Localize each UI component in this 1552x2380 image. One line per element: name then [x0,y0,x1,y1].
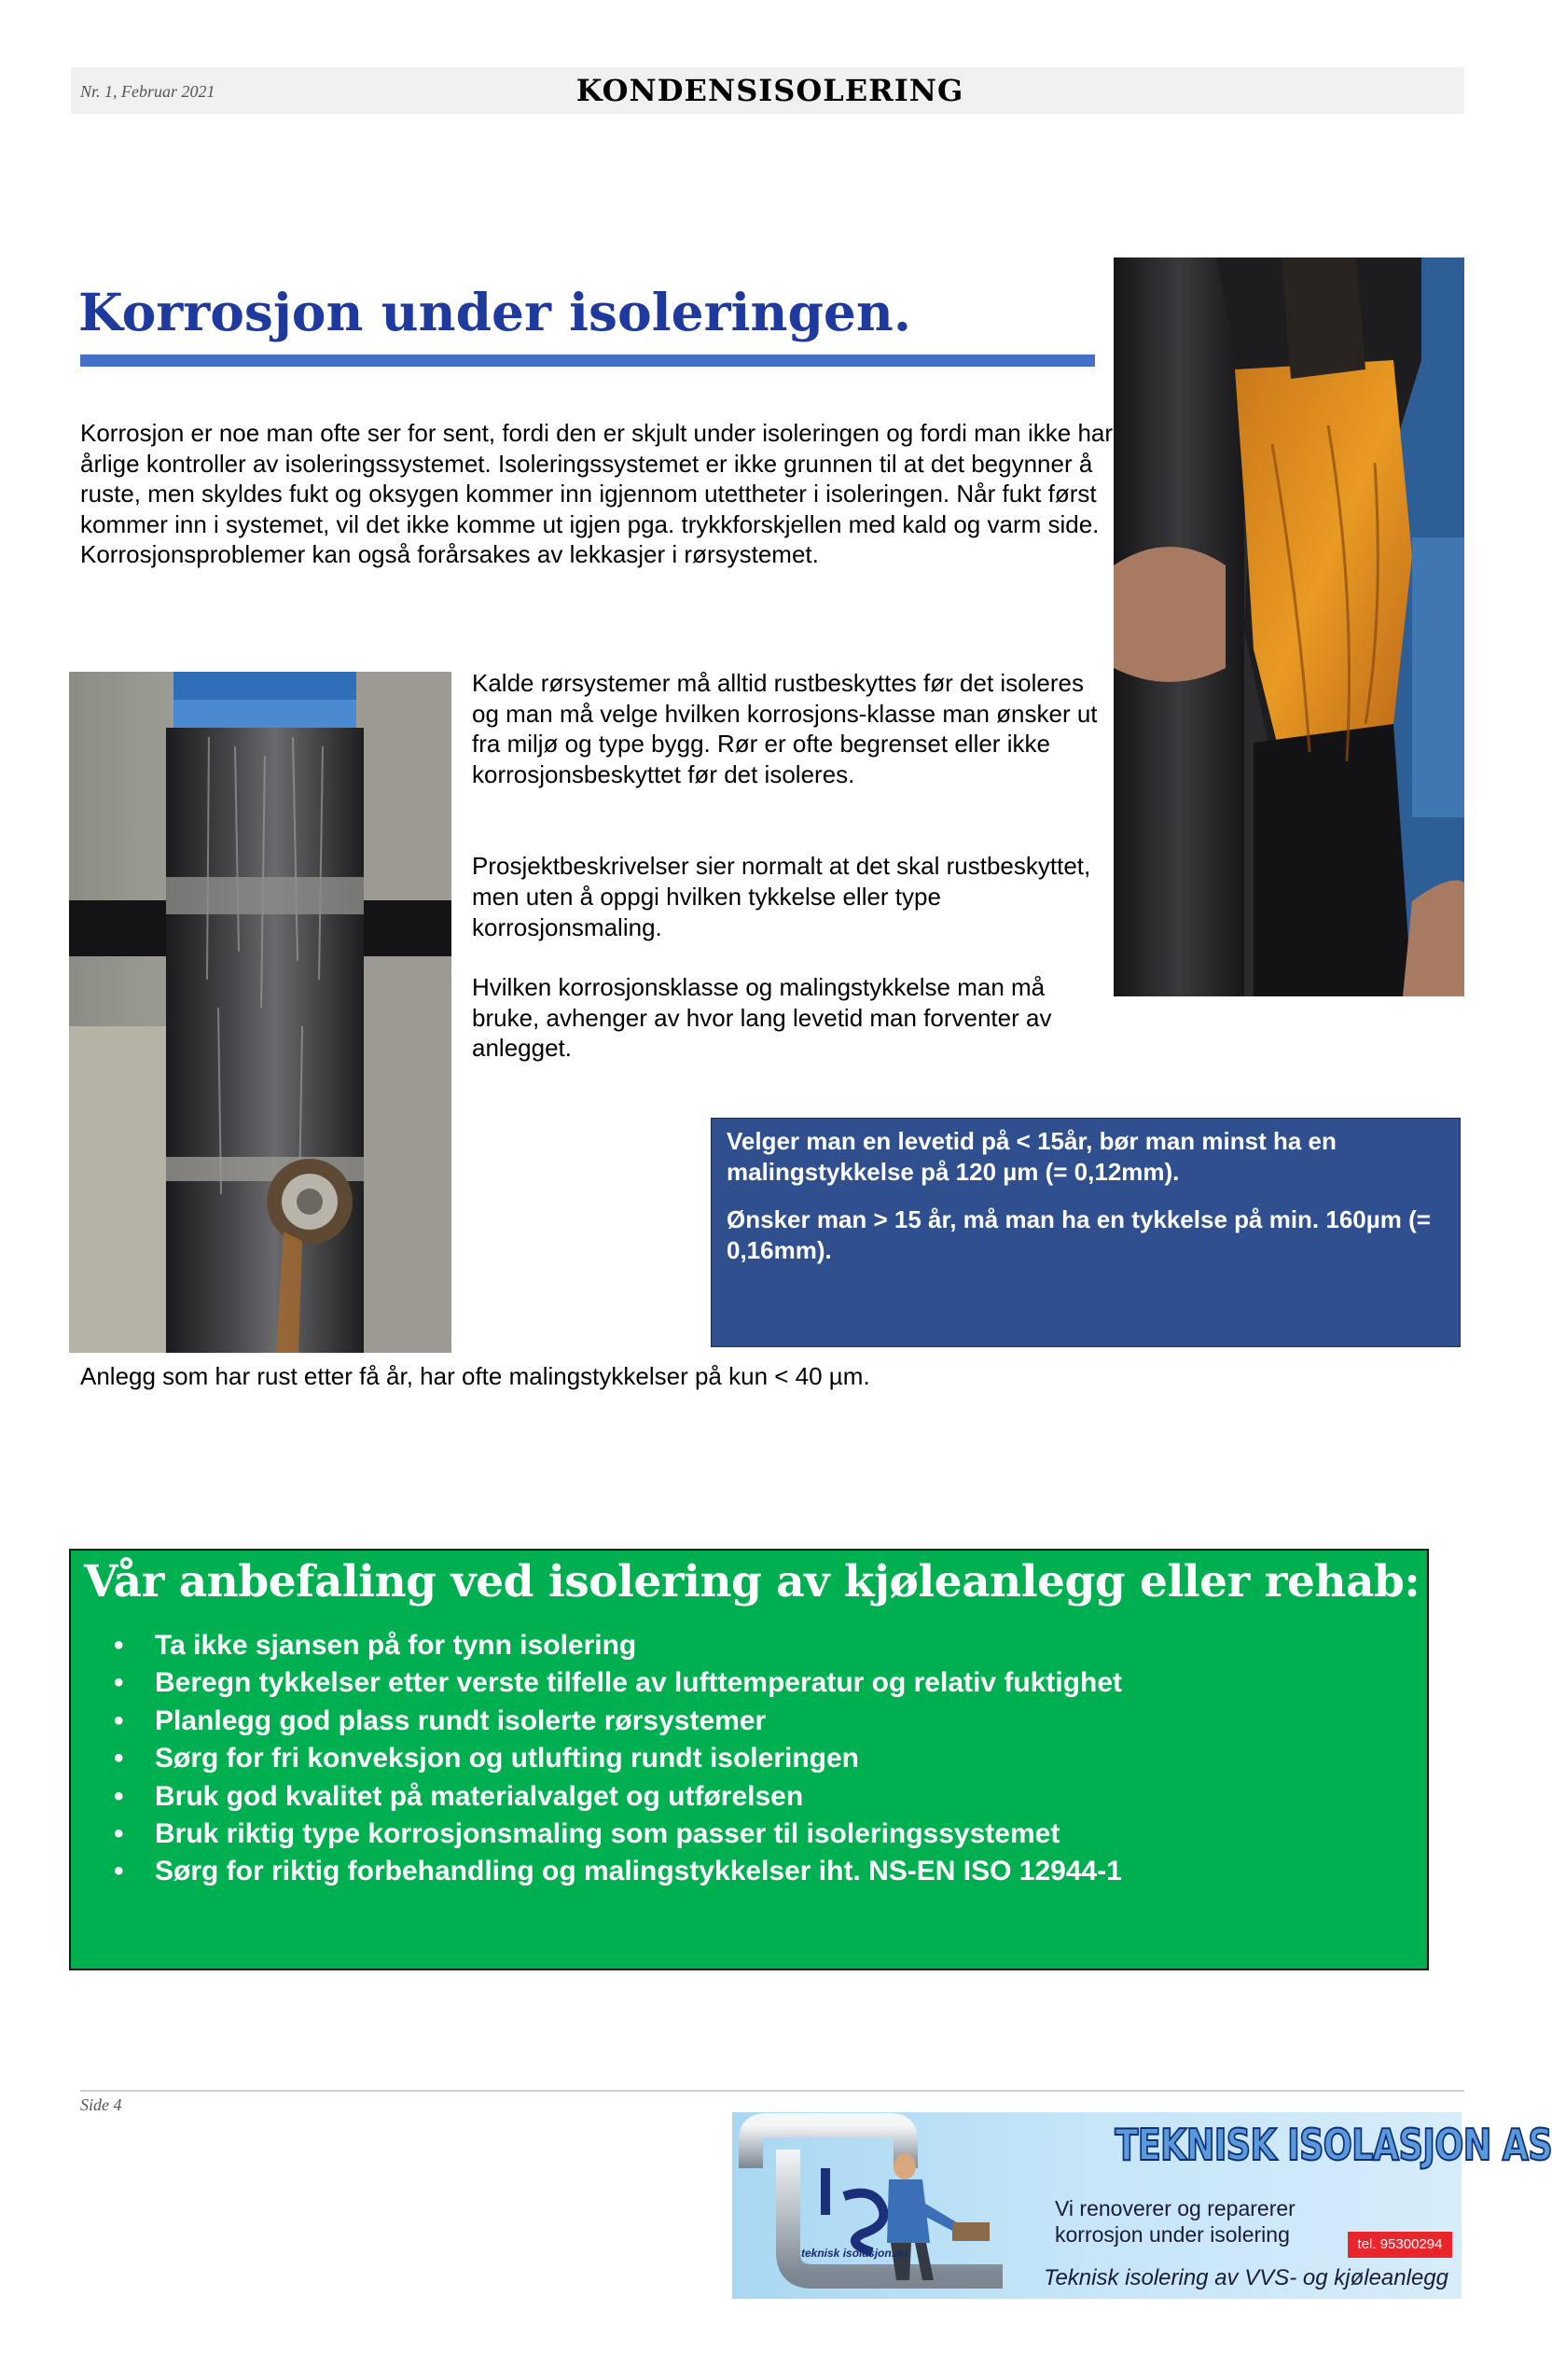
photo-caption: Anlegg som har rust etter få år, har ofte malingstykkelser på kun < 40 µm. [80,1362,870,1390]
corroded-pipe-image [69,672,451,1353]
list-item: • Beregn tykkelser etter verste tilfelle av lufttemperatur og relativ fuktighet [155,1664,1122,1702]
paragraph-lifetime: Hvilken korrosjonsklasse og malingstykkelse man må bruke, avhenger av hvor lang levetid man forventer av anlegget. [472,973,1052,1063]
company-website: teknisk isolasjon.no [801,2247,908,2260]
callout-line-long-life: Ønsker man > 15 år, må man ha en tykkelse på min. 160µm (= 0,16mm). [727,1205,1431,1264]
paragraph-project-spec: Prosjektbeskrivelser sier normalt at det skal rustbeskyttet, men uten å oppgi hvilken tykkelse eller type korrosjonsmaling. [472,852,1091,941]
list-item: • Sørg for fri konveksjon og utlufting rundt isoleringen [155,1740,1122,1777]
section-title: KONDENSISOLERING [575,73,964,108]
recommendation-list [71,1627,1122,1891]
company-name: TEKNISK ISOLASJON AS [1115,2120,1552,2170]
ad-slogan-line-2: korrosjon under isolering [1055,2222,1290,2247]
paragraph-corrosion-class: Kalde rørsystemer må alltid rustbeskyttes før det isoleres og man må velge hvilken korrosjons-klasse man ønsker ut fra miljø og type bygg. Rør er ofte begrenset eller ikke korrosjonsbeskyttet før det isoleres. [472,669,1098,788]
intro-paragraph: Korrosjon er noe man ofte ser for sent, fordi den er skjult under isoleringen og fordi man ikke har årlige kontroller av isoleringssystemet. Isoleringssystemet er ikke grunnen til at det begynner å ruste, men skyldes fukt og oksygen kommer inn igjennom utettheter i isoleringen. Når fukt først kommer inn i systemet, vil det ikke komme ut igjen pga. trykkforskjellen med kald og varm side. Korrosjonsproblemer kan også forårsakes av lekkasjer i rørsystemet. [80,419,1114,569]
callout-line-short-life: Velger man en levetid på < 15år, bør man minst ha en malingstykkelse på 120 µm (= 0,12mm). [727,1127,1337,1186]
article-body [472,668,1106,1064]
ad-tagline: Teknisk isolering av VVS- og kjøleanlegg [1044,2265,1449,2290]
ad-slogan-line-1: Vi renoverer og reparerer [1055,2196,1296,2220]
rusted-pipe-image [1114,257,1464,996]
list-item: • Bruk god kvalitet på materialvalget og utførelsen [155,1778,1122,1816]
list-item: • Sørg for riktig forbehandling og malingstykkelser iht. NS-EN ISO 12944-1 [155,1853,1122,1890]
title-rule [80,355,1095,367]
recommendation-title: Vår anbefaling ved isolering av kjøleanlegg eller rehab: [84,1556,1420,1608]
footer-rule [80,2090,1464,2092]
lifetime-callout [711,1118,1461,1347]
recommendation-box [69,1549,1429,1970]
company-ad [732,2112,1552,2299]
list-item: • Planlegg god plass rundt isolerte rørsystemer [155,1703,1122,1740]
issue-label: Nr. 1, Februar 2021 [80,82,215,101]
list-item: • Ta ikke sjansen på for tynn isolering [155,1627,1122,1664]
ti-logo-icon [732,2112,1049,2299]
article-title: Korrosjon under isoleringen. [78,282,912,342]
rusted-pipe-photo [1114,257,1464,996]
page-number: Side 4 [80,2095,122,2114]
list-item: • Bruk riktig type korrosjonsmaling som passer til isoleringssystemet [155,1816,1122,1853]
corroded-pipe-photo [69,672,451,1353]
phone-badge: tel. 95300294 [1348,2232,1452,2258]
